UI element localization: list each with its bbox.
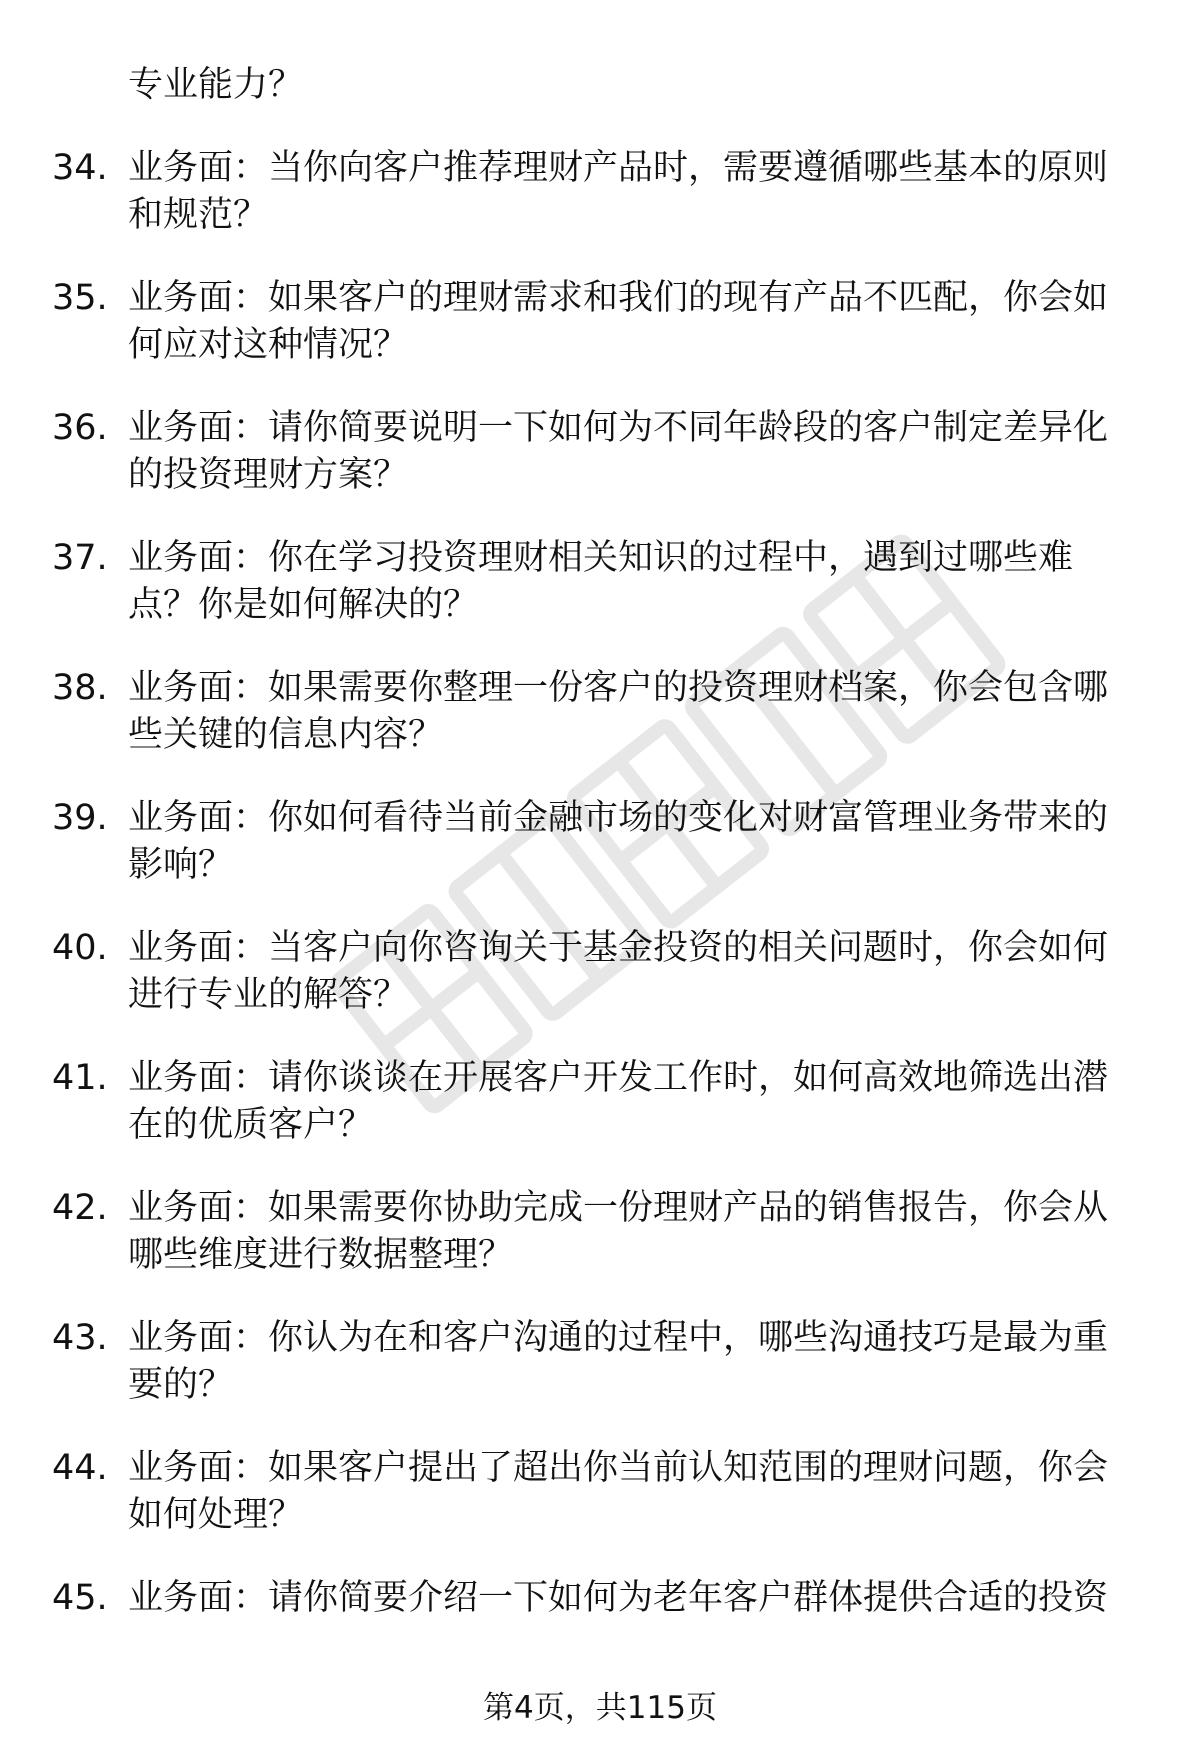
question-text [128, 1055, 1138, 1149]
question-number: 44. [52, 1448, 108, 1488]
question-text [128, 1575, 1138, 1622]
question-number: 35. [52, 278, 108, 318]
question-text [128, 1185, 1138, 1279]
question-item [0, 1185, 1200, 1315]
question-item [0, 795, 1200, 925]
question-text [128, 535, 1138, 629]
question-text [128, 795, 1138, 889]
question-number: 40. [52, 928, 108, 968]
question-line: 的投资理财方案？ [128, 455, 409, 495]
question-line: 业务面：你在学习投资理财相关知识的过程中，遇到过哪些难 [128, 538, 1074, 578]
question-line: 何应对这种情况？ [128, 325, 409, 365]
question-line: 业务面：请你简要介绍一下如何为老年客户群体提供合适的投资 [128, 1578, 1109, 1618]
question-text [128, 145, 1138, 239]
question-item [0, 405, 1200, 535]
question-text [128, 275, 1138, 369]
question-item [0, 1445, 1200, 1575]
question-line: 业务面：你如何看待当前金融市场的变化对财富管理业务带来的 [128, 798, 1109, 838]
question-number: 38. [52, 668, 108, 708]
question-line: 和规范？ [128, 195, 269, 235]
question-line: 业务面：请你谈谈在开展客户开发工作时，如何高效地筛选出潜 [128, 1058, 1109, 1098]
question-item [0, 1575, 1200, 1705]
question-line: 业务面：当客户向你咨询关于基金投资的相关问题时，你会如何 [128, 928, 1109, 968]
question-line: 进行专业的解答？ [128, 975, 409, 1015]
question-number: 45. [52, 1578, 108, 1618]
question-item [0, 145, 1200, 275]
question-line: 业务面：请你简要说明一下如何为不同年龄段的客户制定差异化 [128, 408, 1109, 448]
question-number: 34. [52, 148, 108, 188]
question-line: 点？你是如何解决的？ [128, 585, 479, 625]
question-item [0, 925, 1200, 1055]
question-text [128, 405, 1138, 499]
question-line: 业务面：如果需要你整理一份客户的投资理财档案，你会包含哪 [128, 668, 1109, 708]
question-line: 要的？ [128, 1365, 234, 1405]
question-text [128, 1315, 1138, 1409]
question-line: 业务面：当你向客户推荐理财产品时，需要遵循哪些基本的原则 [128, 148, 1109, 188]
question-text [128, 925, 1138, 1019]
question-text [128, 665, 1138, 759]
question-text [128, 1445, 1138, 1539]
question-line: 业务面：如果需要你协助完成一份理财产品的销售报告，你会从 [128, 1188, 1109, 1228]
question-line: 业务面：如果客户提出了超出你当前认知范围的理财问题，你会 [128, 1448, 1109, 1488]
question-line: 在的优质客户？ [128, 1105, 374, 1145]
question-line: 影响？ [128, 845, 234, 885]
question-number: 37. [52, 538, 108, 578]
question-item [0, 1315, 1200, 1445]
question-number: 41. [52, 1058, 108, 1098]
question-number: 42. [52, 1188, 108, 1228]
question-number: 39. [52, 798, 108, 838]
question-number: 36. [52, 408, 108, 448]
question-item [0, 535, 1200, 665]
question-number: 43. [52, 1318, 108, 1358]
question-line: 哪些维度进行数据整理？ [128, 1235, 514, 1275]
question-list [0, 145, 1200, 1705]
question-line: 业务面：你认为在和客户沟通的过程中，哪些沟通技巧是最为重 [128, 1318, 1109, 1358]
page-footer: 第4页，共115页 [483, 1690, 717, 1726]
question-line: 业务面：如果客户的理财需求和我们的现有产品不匹配，你会如 [128, 278, 1109, 318]
question-item [0, 1055, 1200, 1185]
continuation-line: 专业能力？ [128, 65, 304, 105]
question-line: 些关键的信息内容？ [128, 715, 444, 755]
question-line: 如何处理？ [128, 1495, 304, 1535]
question-item [0, 275, 1200, 405]
question-item [0, 665, 1200, 795]
